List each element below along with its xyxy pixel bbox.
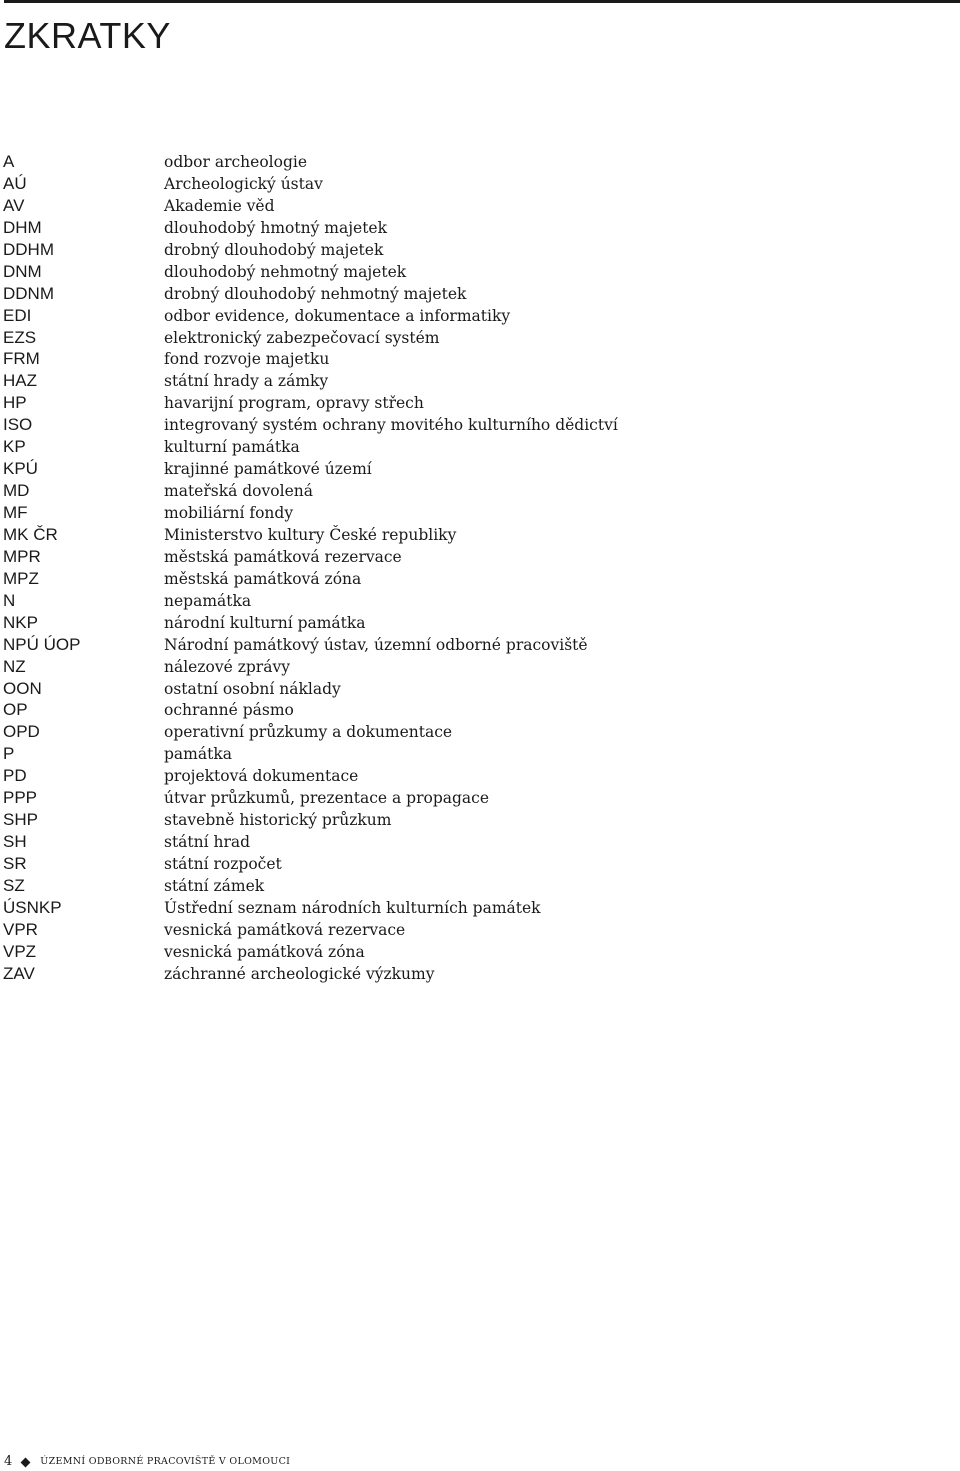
- list-item: [0, 173, 960, 195]
- abbreviation-code: ZAV: [3, 963, 35, 983]
- abbreviation-code: A: [3, 152, 15, 171]
- list-item: [0, 217, 960, 239]
- abbreviation-code: P: [3, 744, 15, 764]
- list-item: [0, 546, 960, 568]
- abbreviation-code: KPÚ: [3, 459, 38, 479]
- abbreviation-code: ISO: [3, 415, 33, 435]
- abbreviation-meaning: elektronický zabezpečovací systém: [164, 328, 440, 347]
- abbreviation-code: NPÚ ÚOP: [3, 634, 81, 654]
- abbreviation-code: NKP: [3, 612, 38, 632]
- abbreviation-meaning: ochranné pásmo: [164, 701, 294, 720]
- abbreviation-meaning: útvar průzkumů, prezentace a propagace: [164, 789, 490, 808]
- abbreviation-meaning: Ministerstvo kultury České republiky: [164, 525, 457, 544]
- list-item: [0, 283, 960, 305]
- list-item: [0, 458, 960, 480]
- abbreviation-meaning: mateřská dovolená: [164, 482, 313, 501]
- list-item: [0, 524, 960, 546]
- list-item: [0, 195, 960, 217]
- list-item: [0, 502, 960, 524]
- abbreviation-code: VPZ: [3, 941, 37, 961]
- list-item: [0, 853, 960, 875]
- abbreviation-meaning: vesnická památková zóna: [164, 942, 365, 961]
- abbreviation-meaning: drobný dlouhodobý majetek: [164, 240, 384, 259]
- list-item: [0, 875, 960, 897]
- abbreviation-meaning: dlouhodobý hmotný majetek: [164, 218, 387, 237]
- abbreviation-meaning: památka: [164, 745, 232, 764]
- abbreviation-code: DDHM: [3, 239, 54, 259]
- abbreviation-code: AV: [3, 195, 25, 215]
- list-item: [0, 568, 960, 590]
- abbreviation-code: PD: [3, 766, 27, 786]
- top-rule: [4, 0, 960, 3]
- list-item: [0, 436, 960, 458]
- abbreviation-code: SH: [3, 832, 27, 852]
- list-item: [0, 480, 960, 502]
- list-item: [0, 919, 960, 941]
- abbreviation-code: OP: [3, 700, 28, 720]
- abbreviation-code: SZ: [3, 875, 25, 895]
- list-item: [0, 721, 960, 743]
- abbreviation-code: EZS: [3, 327, 37, 347]
- abbreviation-meaning: odbor evidence, dokumentace a informatiky: [164, 306, 511, 325]
- abbreviation-meaning: integrovaný systém ochrany movitého kulturního dědictví: [164, 416, 618, 435]
- list-item: [0, 590, 960, 612]
- abbreviation-code: NZ: [3, 656, 26, 676]
- list-item: [0, 809, 960, 831]
- list-item: [0, 656, 960, 678]
- list-item: [0, 414, 960, 436]
- diamond-icon: [21, 1457, 31, 1467]
- abbreviation-meaning: krajinné památkové území: [164, 460, 372, 479]
- abbreviation-meaning: státní zámek: [164, 876, 265, 895]
- abbreviation-code: EDI: [3, 305, 32, 325]
- abbreviation-meaning: Národní památkový ústav, územní odborné pracoviště: [164, 635, 588, 654]
- abbreviation-code: DHM: [3, 217, 42, 237]
- abbreviation-meaning: Ústřední seznam národních kulturních památek: [164, 898, 541, 917]
- abbreviation-code: KP: [3, 437, 26, 457]
- list-item: [0, 348, 960, 370]
- list-item: [0, 305, 960, 327]
- abbreviation-code: PPP: [3, 788, 38, 808]
- abbreviation-code: OPD: [3, 722, 40, 742]
- abbreviation-meaning: městská památková zóna: [164, 569, 362, 588]
- page-title: ZKRATKY: [4, 15, 171, 56]
- list-item: [0, 897, 960, 919]
- abbreviation-meaning: nálezové zprávy: [164, 657, 290, 676]
- list-item: [0, 261, 960, 283]
- list-item: [0, 370, 960, 392]
- abbreviation-code: DNM: [3, 261, 42, 281]
- abbreviation-code: SR: [3, 854, 27, 873]
- list-item: [0, 941, 960, 963]
- abbreviation-meaning: Akademie věd: [164, 196, 275, 215]
- abbreviation-meaning: operativní průzkumy a dokumentace: [164, 723, 453, 742]
- abbreviation-list: [0, 151, 960, 985]
- abbreviation-code: OON: [3, 678, 42, 698]
- list-item: [0, 392, 960, 414]
- abbreviation-meaning: drobný dlouhodobý nehmotný majetek: [164, 284, 467, 303]
- abbreviation-meaning: národní kulturní památka: [164, 613, 366, 632]
- abbreviation-code: DDNM: [3, 283, 54, 303]
- list-item: [0, 963, 960, 985]
- list-item: [0, 831, 960, 853]
- abbreviation-code: MD: [3, 481, 30, 501]
- list-item: [0, 765, 960, 787]
- abbreviation-meaning: odbor archeologie: [164, 153, 308, 171]
- page-footer: [4, 1453, 290, 1471]
- abbreviation-meaning: fond rozvoje majetku: [164, 350, 330, 369]
- abbreviation-meaning: záchranné archeologické výzkumy: [164, 964, 435, 983]
- list-item: [0, 699, 960, 721]
- list-item: [0, 743, 960, 765]
- abbreviation-meaning: ostatní osobní náklady: [164, 679, 341, 698]
- abbreviation-meaning: Archeologický ústav: [164, 174, 323, 193]
- abbreviation-code: MK ČR: [3, 524, 58, 544]
- abbreviation-meaning: stavebně historický průzkum: [164, 811, 392, 830]
- page-number: 4: [4, 1454, 13, 1469]
- abbreviation-code: AÚ: [3, 173, 27, 193]
- abbreviation-meaning: havarijní program, opravy střech: [164, 394, 424, 413]
- abbreviation-code: VPR: [3, 919, 38, 939]
- abbreviation-meaning: dlouhodobý nehmotný majetek: [164, 262, 407, 281]
- abbreviation-code: MF: [3, 503, 28, 522]
- abbreviation-meaning: městská památková rezervace: [164, 547, 402, 566]
- abbreviation-meaning: státní rozpočet: [164, 855, 282, 873]
- abbreviation-meaning: projektová dokumentace: [164, 767, 359, 786]
- abbreviation-code: SHP: [3, 810, 38, 830]
- list-item: [0, 239, 960, 261]
- list-item: [0, 151, 960, 173]
- abbreviation-code: ÚSNKP: [3, 897, 62, 917]
- list-item: [0, 612, 960, 634]
- abbreviation-meaning: státní hrad: [164, 833, 251, 852]
- list-item: [0, 787, 960, 809]
- running-head: ÚZEMNÍ ODBORNÉ PRACOVIŠTĚ V OLOMOUCI: [40, 1456, 291, 1467]
- abbreviation-meaning: nepamátka: [164, 591, 252, 610]
- list-item: [0, 327, 960, 349]
- list-item: [0, 678, 960, 700]
- abbreviation-meaning: kulturní památka: [164, 438, 300, 457]
- abbreviation-code: FRM: [3, 349, 40, 369]
- abbreviation-code: N: [3, 590, 16, 610]
- abbreviation-code: MPR: [3, 546, 41, 566]
- abbreviation-meaning: státní hrady a zámky: [164, 372, 329, 391]
- abbreviation-meaning: vesnická památková rezervace: [164, 920, 406, 939]
- abbreviation-code: MPZ: [3, 568, 39, 588]
- abbreviation-meaning: mobiliární fondy: [164, 504, 294, 522]
- abbreviation-code: HP: [3, 393, 27, 413]
- abbreviation-code: HAZ: [3, 371, 37, 391]
- list-item: [0, 634, 960, 656]
